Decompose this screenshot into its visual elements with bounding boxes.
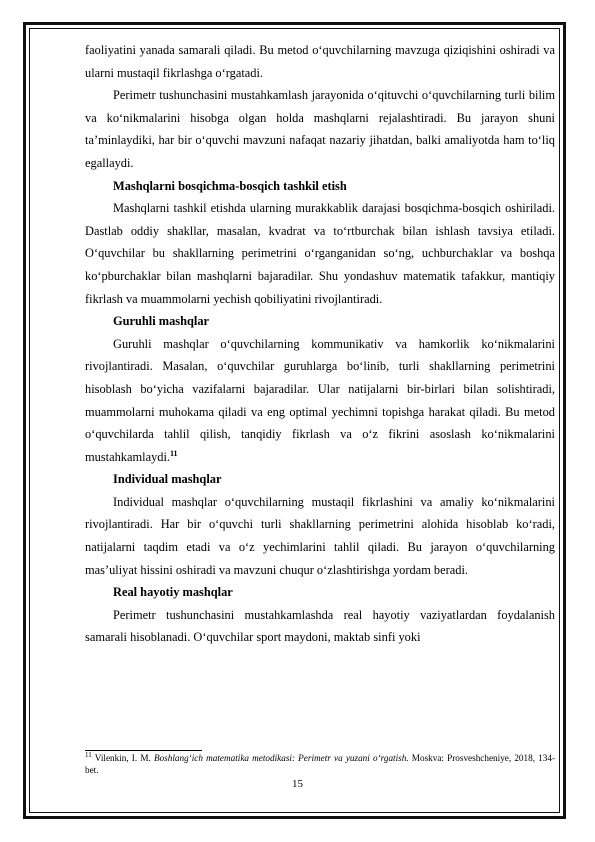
paragraph: Perimetr tushunchasini mustahkamlash jarayonida o‘qituvchi o‘quvchilarning turli bilim va ko‘nikmalarini hisobga olgan holda mashqlarni rejalashtiradi. Bu jarayon shuni ta’minlaydiki, har bir o‘quvchi mavzuni nafaqat nazariy jihatdan, balki amaliyotda ham to‘liq egallaydi.	[85, 88, 555, 170]
footnote	[85, 752, 555, 776]
footnote-author: Vilenkin, I. M.	[94, 753, 154, 763]
footnote-divider	[85, 750, 202, 751]
footnote-reference[interactable]: 11	[170, 448, 178, 458]
paragraph: Individual mashqlar o‘quvchilarning mustaqil fikrlashini va amaliy ko‘nikmalarini rivojlantiradi. Har bir o‘quvchi turli shakllarning perimetrini alohida hisoblab ko‘radi, natijalarni taqdim etadi va o‘z yechimlarini tahlil qiladi. Bu jarayon o‘quvchilarning mas’uliyat hissini oshiradi va mavzuni chuqur o‘zlashtirishga yordam beradi.	[85, 494, 555, 577]
footnote-title: Boshlang‘ich matematika metodikasi: Perimetr va yuzani o‘rgatish.	[153, 753, 409, 763]
section-heading: Mashqlarni bosqichma-bosqich tashkil etish	[113, 178, 347, 193]
paragraph: Mashqlarni tashkil etishda ularning murakkablik darajasi bosqichma-bosqich oshiriladi. Dastlab oddiy shakllar, masalan, kvadrat va to‘rtburchak bilan ishlash tavsiya etiladi. O‘quvchilar bu shakllarning perimetrini o‘rganganidan so‘ng, uchburchaklar va boshqa ko‘pburchaklar bilan mashqlarni bajaradilar. Shu yondashuv matematik tafakkur, mantiqiy fikrlash va muammolarni yechish qobiliyatini rivojlantiradi.	[85, 201, 555, 306]
section-heading: Individual mashqlar	[113, 472, 222, 487]
paragraph	[85, 333, 555, 469]
paragraph-text: Guruhli mashqlar o‘quvchilarning kommunikativ va hamkorlik ko‘nikmalarini rivojlantiradi. Masalan, o‘quvchilar guruhlarga bo‘linib, turli shakllarning perimetrini hisoblash bo‘yicha vazifalarni bajaradilar. Ular natijalarni bir-birlari bilan solishtiradi, muammolarni muhokama qiladi va eng optimal yechimni topishga harakat qiladi. Bu metod o‘quvchilarda tahlil qilish, tanqidiy fikrlash va o‘z fikrini asoslash ko‘nikmalarini mustahkamlaydi.	[85, 336, 555, 464]
paragraph: faoliyatini yanada samarali qiladi. Bu metod o‘quvchilarning mavzuga qiziqishini oshiradi va ularni mustaqil fikrlashga o‘rgatadi.	[85, 43, 555, 80]
section-heading: Guruhli mashqlar	[113, 314, 210, 329]
footnote-number: 11	[85, 750, 92, 759]
paragraph: Perimetr tushunchasini mustahkamlashda real hayotiy vaziyatlardan foydalanish samarali hisoblanadi. O‘quvchilar sport maydoni, maktab sinfi yoki	[85, 607, 555, 645]
document-body	[85, 39, 555, 649]
footnote-publisher: Moskva: Prosveshcheniye, 2018, 134-bet.	[85, 753, 556, 775]
page-number: 15	[292, 778, 303, 790]
section-heading: Real hayotiy mashqlar	[113, 585, 233, 600]
